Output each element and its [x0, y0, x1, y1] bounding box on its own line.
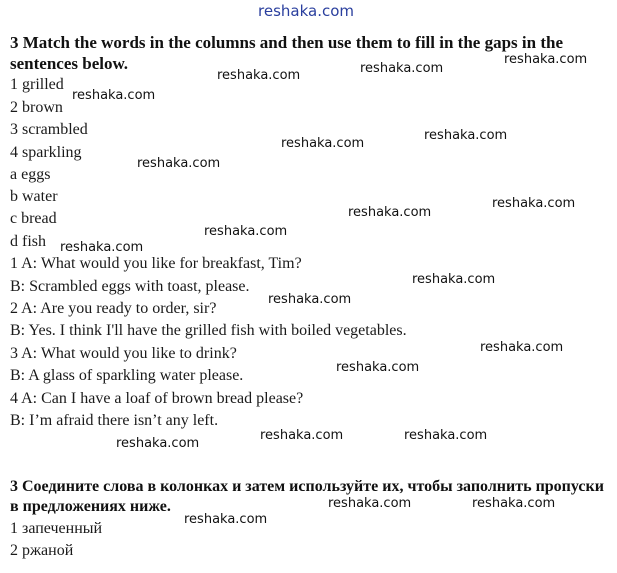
word-bread: c bread	[10, 210, 57, 227]
site-header-watermark[interactable]: reshaka.com	[258, 2, 354, 20]
dialogue-2-question: 2 A: Are you ready to order, sir?	[10, 300, 217, 317]
dialogue-3-question: 3 A: What would you like to drink?	[10, 345, 237, 362]
dialogue-1-question: 1 A: What would you like for breakfast, Tim?	[10, 255, 302, 272]
watermark: reshaka.com	[404, 428, 488, 443]
watermark: reshaka.com	[328, 496, 412, 511]
watermark: reshaka.com	[217, 68, 301, 83]
word-scrambled: 3 scrambled	[10, 121, 88, 138]
word-brown: 2 brown	[10, 99, 63, 116]
ru-word-2: 2 ржаной	[10, 542, 74, 559]
watermark: reshaka.com	[360, 61, 444, 76]
watermark: reshaka.com	[260, 428, 344, 443]
word-grilled: 1 grilled	[10, 76, 64, 93]
word-water: b water	[10, 188, 58, 205]
dialogue-2-answer: B: Yes. I think I'll have the grilled fish with boiled vegetables.	[10, 322, 407, 339]
dialogue-1-answer: B: Scrambled eggs with toast, please.	[10, 278, 250, 295]
word-sparkling: 4 sparkling	[10, 144, 82, 161]
watermark: reshaka.com	[204, 224, 288, 239]
task-3-ru-title: 3 Соедините слова в колонках и затем используйте их, чтобы заполнить пропуски в предложениях ниже.	[10, 478, 604, 515]
dialogue-3-answer: B: A glass of sparkling water please.	[10, 367, 244, 384]
watermark: reshaka.com	[424, 128, 508, 143]
watermark: reshaka.com	[348, 205, 432, 220]
watermark: reshaka.com	[137, 156, 221, 171]
dialogue-4-question: 4 A: Can I have a loaf of brown bread please?	[10, 390, 304, 407]
watermark: reshaka.com	[116, 436, 200, 451]
task-3-title: 3 Match the words in the columns and then use them to fill in the gaps in the sentences below.	[10, 33, 564, 73]
watermark: reshaka.com	[72, 88, 156, 103]
watermark: reshaka.com	[472, 496, 556, 511]
watermark: reshaka.com	[336, 360, 420, 375]
dialogue-4-answer: B: I’m afraid there isn’t any left.	[10, 412, 219, 429]
watermark: reshaka.com	[492, 196, 576, 211]
ru-word-1: 1 запеченный	[10, 520, 103, 537]
watermark: reshaka.com	[60, 240, 144, 255]
watermark: reshaka.com	[412, 272, 496, 287]
watermark: reshaka.com	[184, 512, 268, 527]
watermark: reshaka.com	[268, 292, 352, 307]
watermark: reshaka.com	[480, 340, 564, 355]
watermark: reshaka.com	[504, 52, 588, 67]
word-fish: d fish	[10, 233, 46, 250]
word-eggs: a eggs	[10, 166, 51, 183]
watermark: reshaka.com	[281, 136, 365, 151]
